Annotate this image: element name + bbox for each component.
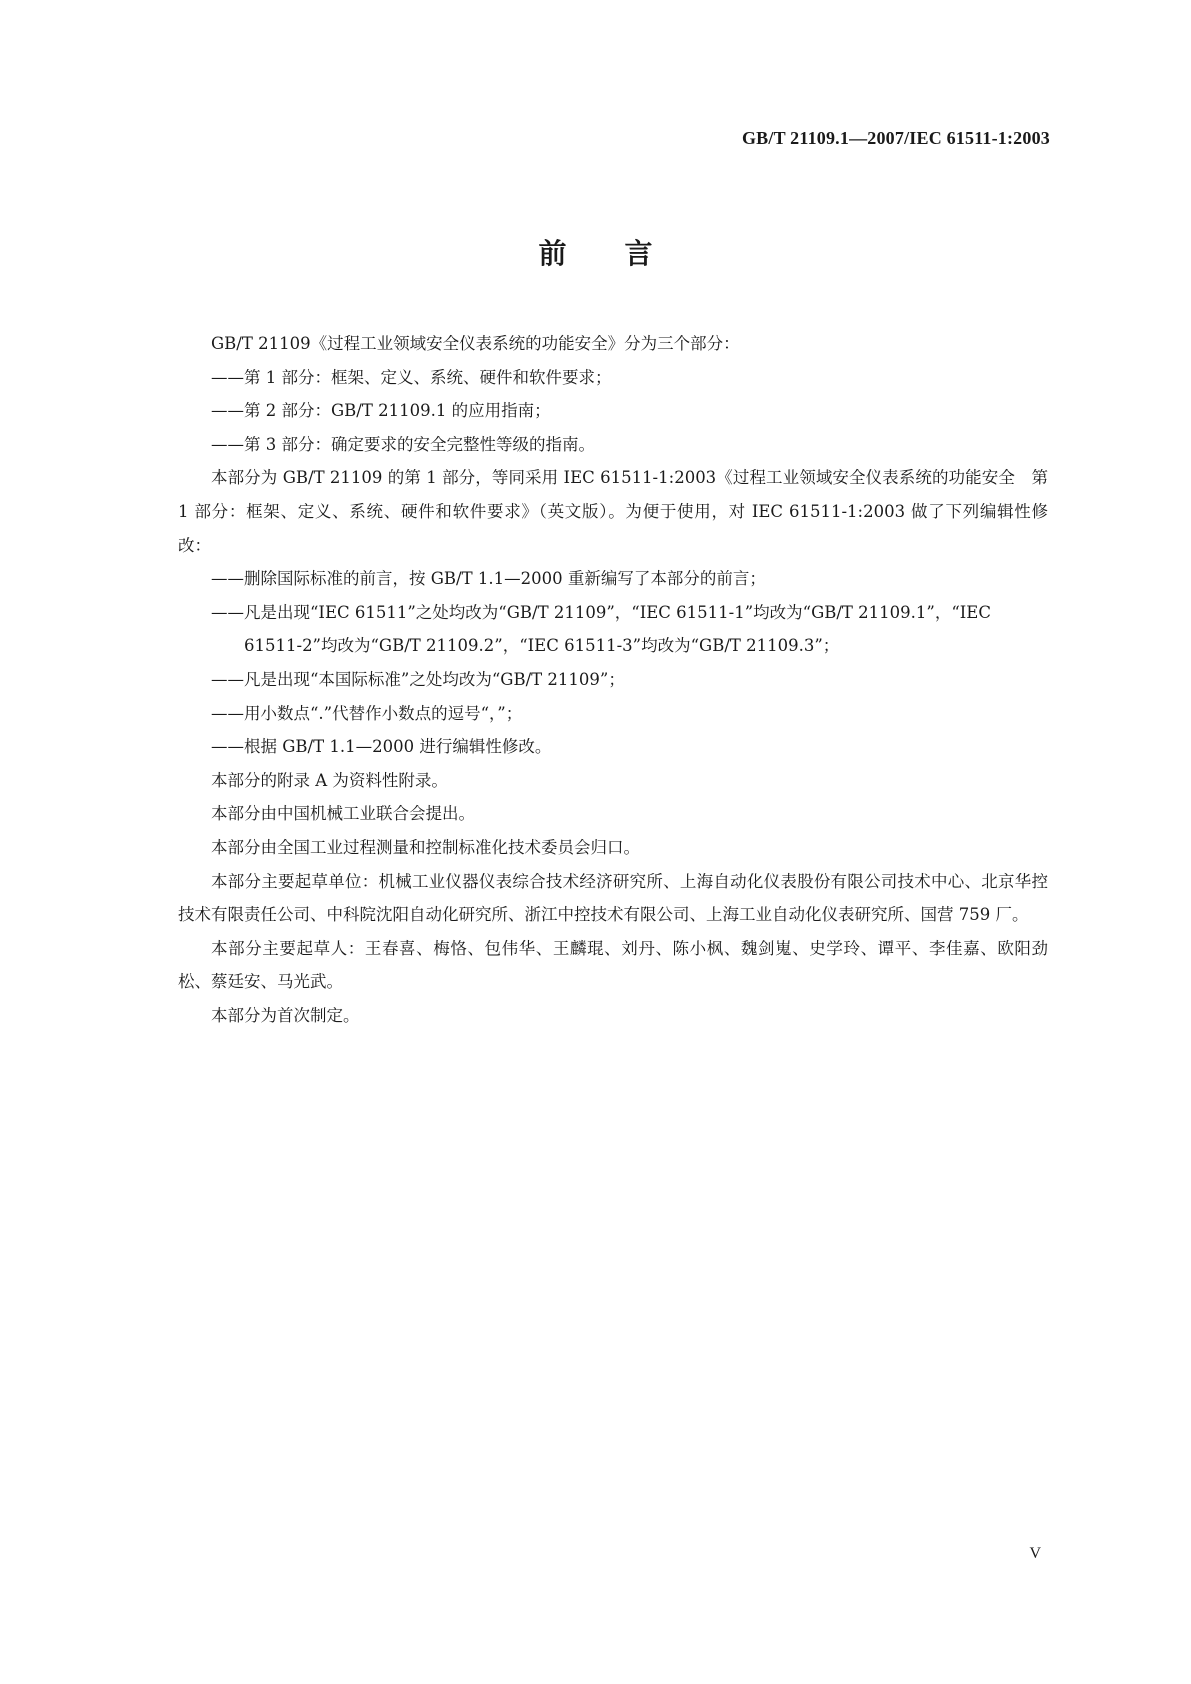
first-edition-paragraph: 本部分为首次制定。 — [211, 1005, 360, 1025]
page-title: 前言 — [538, 237, 711, 270]
change-list-item: ——删除国际标准的前言，按 GB/T 1.1—2000 重新编写了本部分的前言； — [211, 569, 766, 589]
adoption-paragraph: 本部分为 GB/T 21109 的第 1 部分，等同采用 IEC 61511-1:2003《过程工业领域安全仪表系统的功能安全 第 1 部分：框架、定义、系统、硬件和软件要求》（英文版）。为便于使用，对 IEC 61511-1:2003 做了下列编辑性修改： — [178, 468, 1048, 555]
part-list-item: ——第 2 部分：GB/T 21109.1 的应用指南； — [211, 401, 551, 421]
proposed-by-paragraph: 本部分由中国机械工业联合会提出。 — [211, 804, 475, 824]
change-list-item: ——凡是出现“IEC 61511”之处均改为“GB/T 21109”，“IEC 61511-1”均改为“GB/T 21109.1”，“IEC 61511-2”均改为“GB/T 21109.2”，“IEC 61511-3”均改为“GB/T 21109.3”； — [211, 602, 991, 656]
centralized-by-paragraph: 本部分由全国工业过程测量和控制标准化技术委员会归口。 — [211, 837, 640, 857]
change-list-item: ——用小数点“.”代替作小数点的逗号“，”； — [211, 703, 523, 723]
drafting-units-paragraph: 本部分主要起草单位：机械工业仪器仪表综合技术经济研究所、上海自动化仪表股份有限公司技术中心、北京华控技术有限责任公司、中科院沈阳自动化研究所、浙江中控技术有限公司、上海工业自动化仪表研究所、国营 759 厂。 — [178, 871, 1048, 925]
part-list-item: ——第 3 部分：确定要求的安全完整性等级的指南。 — [211, 434, 595, 454]
intro-paragraph: GB/T 21109《过程工业领域安全仪表系统的功能安全》分为三个部分： — [211, 334, 740, 353]
change-list-item: ——凡是出现“本国际标准”之处均改为“GB/T 21109”； — [211, 669, 625, 689]
standard-code: GB/T 21109.1—2007/IEC 61511-1:2003 — [741, 128, 1050, 148]
part-list-item: ——第 1 部分：框架、定义、系统、硬件和软件要求； — [211, 367, 612, 387]
change-list-item: ——根据 GB/T 1.1—2000 进行编辑性修改。 — [211, 737, 552, 757]
annex-paragraph: 本部分的附录 A 为资料性附录。 — [211, 770, 448, 790]
document-body — [178, 327, 1048, 1032]
page-number: V — [1029, 1545, 1041, 1562]
drafters-paragraph: 本部分主要起草人：王春喜、梅恪、包伟华、王麟琨、刘丹、陈小枫、魏剑嵬、史学玲、谭平、李佳嘉、欧阳劲松、蔡廷安、马光武。 — [178, 938, 1048, 992]
